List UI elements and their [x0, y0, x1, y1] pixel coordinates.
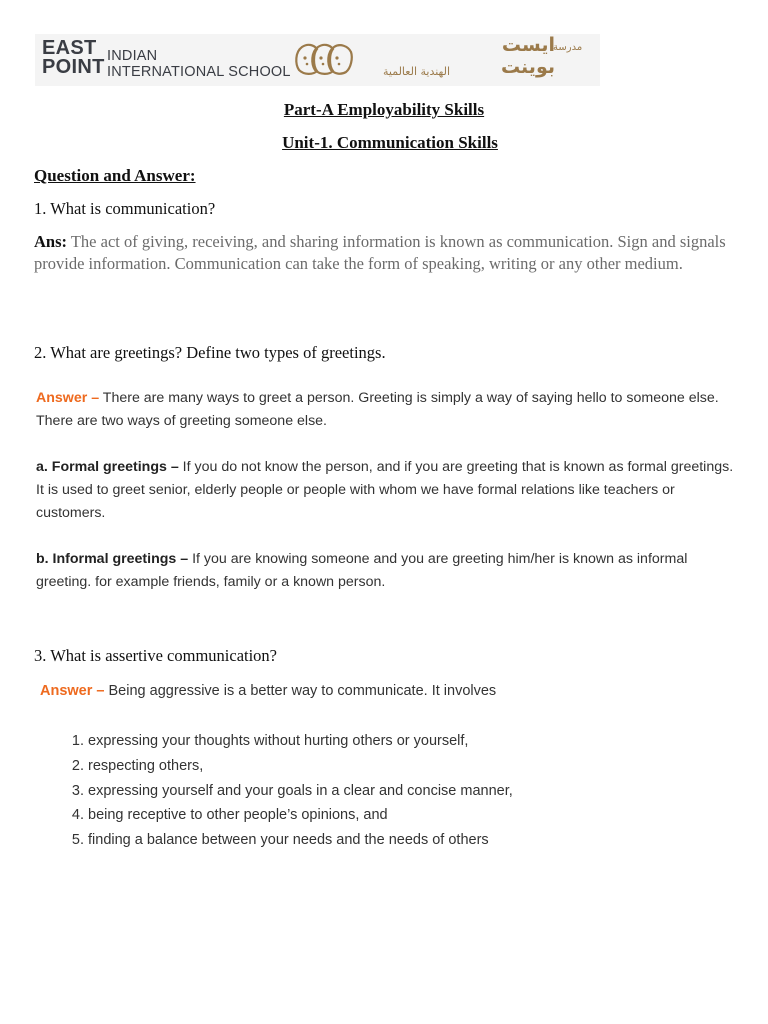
- list-item: 5. finding a balance between your needs and the needs of others: [88, 828, 513, 853]
- answer-1-text: The act of giving, receiving, and sharing information is known as communication. Sign and signals provide information. Communication can take the form of speaking, writing or any other medium.: [34, 232, 726, 273]
- school-logo-banner: [35, 34, 600, 86]
- question-1: 1. What is communication?: [34, 199, 216, 218]
- informal-greetings-paragraph: [36, 548, 736, 594]
- answer-3-intro: [40, 680, 496, 703]
- logo-east-point: [42, 39, 105, 77]
- formal-greetings-label: a. Formal greetings –: [36, 459, 179, 475]
- logo-international-school: INTERNATIONAL SCHOOL: [107, 64, 291, 80]
- logo-indian-word: INDIAN: [107, 48, 158, 64]
- logo-arabic-point: بوينت: [500, 56, 555, 78]
- logo-point-word: POINT: [42, 56, 105, 78]
- faces-emblem-icon: [293, 40, 355, 80]
- logo-school-name: [107, 48, 291, 80]
- answer-2-label: Answer –: [36, 390, 100, 406]
- logo-arabic-madrasa: مدرسة: [553, 42, 583, 53]
- list-item: 3. expressing yourself and your goals in a clear and concise manner,: [88, 779, 513, 804]
- list-item: 2. respecting others,: [88, 754, 513, 779]
- formal-greetings-paragraph: [36, 456, 736, 525]
- answer-2-text: There are many ways to greet a person. Greeting is simply a way of saying hello to someone else. There are two ways of greeting someone else.: [36, 390, 719, 429]
- informal-greetings-text: If you are knowing someone and you are greeting him/her is known as informal greeting. for example friends, family or a known person.: [36, 551, 688, 590]
- informal-greetings-label: b. Informal greetings –: [36, 551, 189, 567]
- answer-1: [34, 231, 734, 275]
- answer-3-label: Answer –: [40, 683, 105, 699]
- logo-east-word: EAST: [42, 37, 97, 59]
- answer-1-label: Ans:: [34, 232, 68, 251]
- logo-arabic-east: ايست: [501, 34, 555, 56]
- qa-heading: Question and Answer:: [34, 166, 196, 185]
- unit-title: Unit-1. Communication Skills: [282, 133, 498, 152]
- question-3: 3. What is assertive communication?: [34, 646, 278, 665]
- list-item: 4. being receptive to other people’s opinions, and: [88, 803, 513, 828]
- page-title: Part-A Employability Skills: [283, 100, 485, 119]
- question-2: 2. What are greetings? Define two types of greetings.: [34, 343, 386, 362]
- assertive-list: [70, 729, 513, 853]
- answer-3-text: Being aggressive is a better way to communicate. It involves: [108, 683, 497, 699]
- logo-arabic-subtitle: الهندية العالمية: [383, 65, 451, 78]
- formal-greetings-text: If you do not know the person, and if you are greeting that is known as formal greetings. It is used to greet senior, elderly people or people with whom we have formal relations like teachers or customers.: [36, 459, 734, 521]
- answer-2-intro: [36, 387, 736, 433]
- list-item: 1. expressing your thoughts without hurting others or yourself,: [88, 729, 513, 754]
